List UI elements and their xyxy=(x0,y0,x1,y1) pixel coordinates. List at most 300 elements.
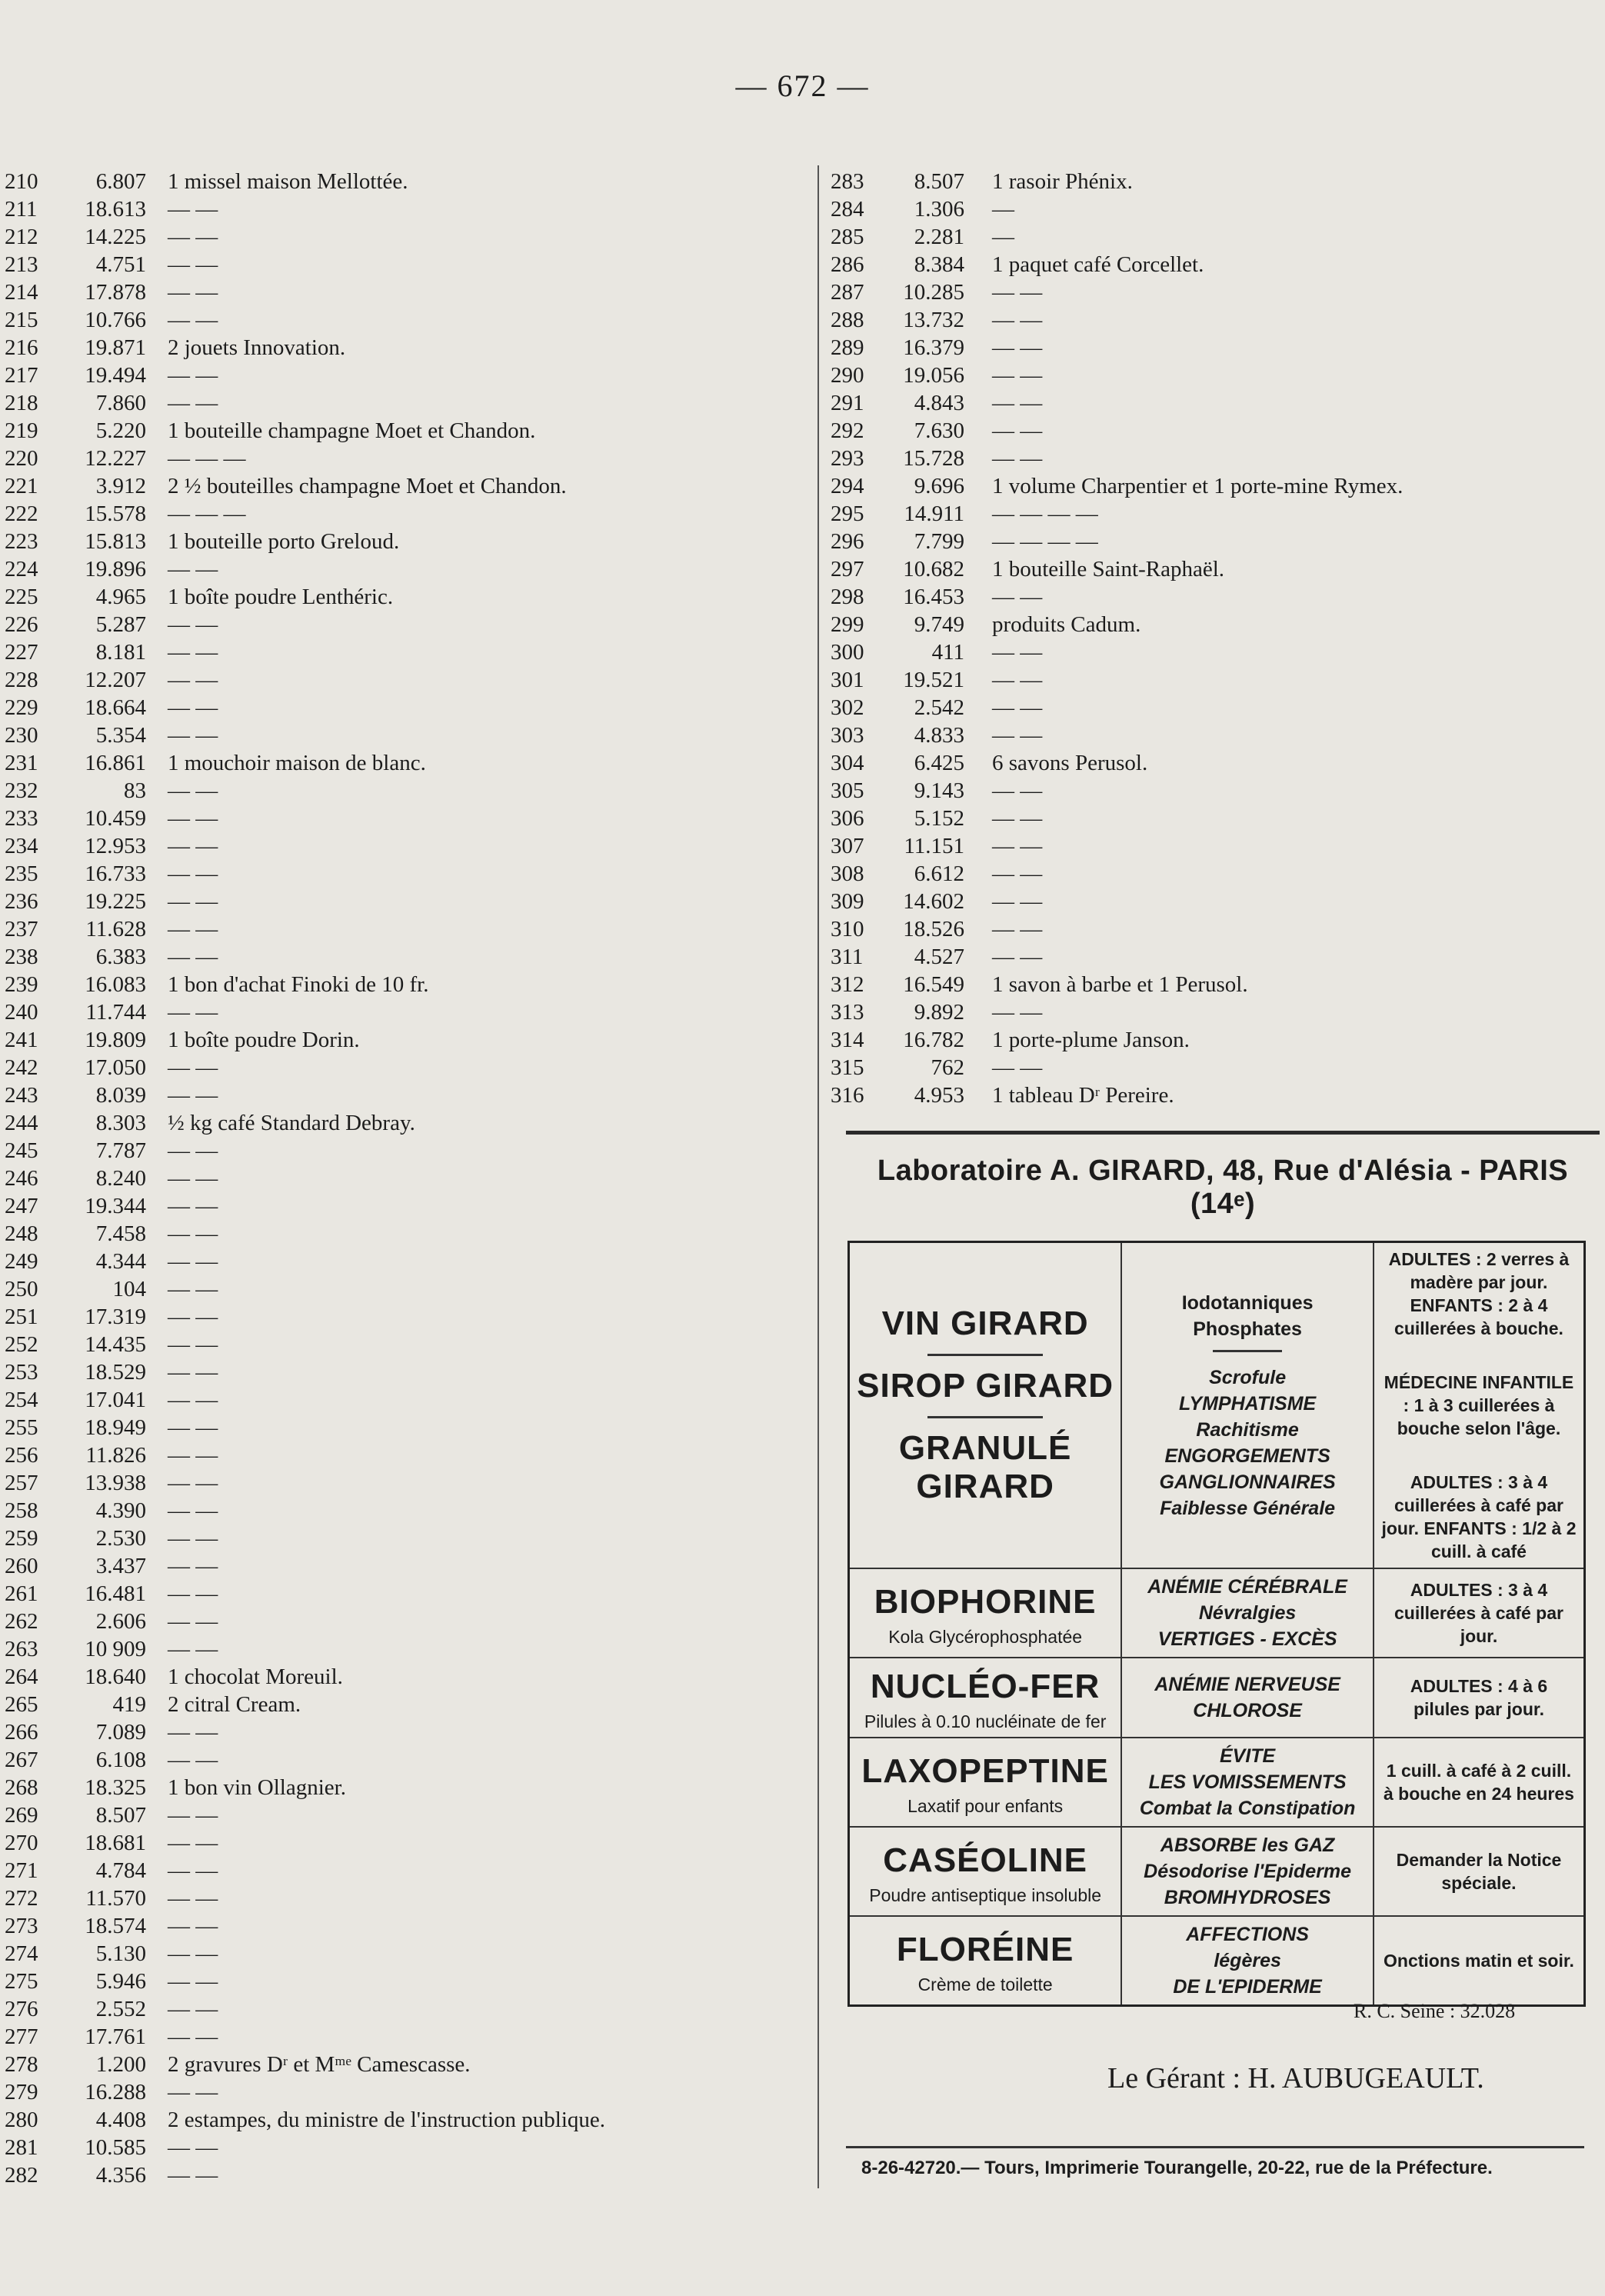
lot-row xyxy=(5,2051,804,2078)
winning-ticket: 419 xyxy=(112,1692,146,1717)
prize-description: — — xyxy=(168,1858,218,1883)
ad-row xyxy=(849,1916,1585,2006)
lot-row xyxy=(5,223,804,251)
prize-description: — — xyxy=(168,1471,218,1495)
winning-ticket: 6.383 xyxy=(95,945,146,969)
lot-row xyxy=(5,694,804,721)
product-subtitle: Poudre antiseptique insoluble xyxy=(869,1885,1102,1905)
lot-list-left xyxy=(5,168,804,2189)
lot-row xyxy=(831,971,1600,998)
lot-number: 271 xyxy=(5,1858,38,1883)
lot-number: 286 xyxy=(831,252,864,277)
winning-ticket: 6.612 xyxy=(914,861,964,886)
lot-number: 250 xyxy=(5,1277,38,1301)
winning-ticket: 18.526 xyxy=(903,917,964,941)
winning-ticket: 18.529 xyxy=(85,1360,146,1385)
winning-ticket: 10.682 xyxy=(903,557,964,581)
product-cell xyxy=(849,1827,1122,1916)
prize-description: produits Cadum. xyxy=(992,612,1141,637)
lot-row xyxy=(5,1220,804,1248)
prize-description: — — xyxy=(992,446,1043,471)
dosage-text: ADULTES : 4 à 6 pilules par jour. xyxy=(1410,1676,1548,1719)
winning-ticket: 11.570 xyxy=(85,1886,146,1911)
winning-ticket: 10 909 xyxy=(85,1637,146,1661)
lot-number: 292 xyxy=(831,418,864,443)
winning-ticket: 10.285 xyxy=(903,280,964,305)
winning-ticket: 8.507 xyxy=(95,1803,146,1828)
winning-ticket: 19.521 xyxy=(903,668,964,692)
winning-ticket: 9.892 xyxy=(914,1000,964,1025)
lot-number: 220 xyxy=(5,446,38,471)
lot-row xyxy=(5,1608,804,1635)
lot-number: 295 xyxy=(831,502,864,526)
winning-ticket: 6.425 xyxy=(914,751,964,775)
prize-description: — — xyxy=(168,2024,218,2049)
prize-description: — — xyxy=(168,1166,218,1191)
lot-row xyxy=(5,1774,804,1801)
lot-number: 304 xyxy=(831,751,864,775)
prize-description: — — xyxy=(168,1360,218,1385)
lot-number: 272 xyxy=(5,1886,38,1911)
winning-ticket: 9.749 xyxy=(914,612,964,637)
prize-description: 1 mouchoir maison de blanc. xyxy=(168,751,426,775)
lot-row xyxy=(5,1718,804,1746)
prize-description: — — xyxy=(168,1941,218,1966)
winning-ticket: 10.459 xyxy=(85,806,146,831)
prize-description: 1 boîte poudre Lenthéric. xyxy=(168,585,394,609)
lot-number: 223 xyxy=(5,529,38,554)
dosage-text: ADULTES : 2 verres à madère par jour. ENFANTS : 2 à 4 cuillerées à bouche. xyxy=(1388,1249,1570,1338)
winning-ticket: 411 xyxy=(931,640,964,665)
indication-text: ANÉMIE CÉRÉBRALE Névralgies VERTIGES - EXCÈS xyxy=(1147,1576,1347,1650)
lot-row xyxy=(5,1081,804,1109)
prize-description: — — xyxy=(992,778,1043,803)
lot-number: 232 xyxy=(5,778,38,803)
lot-number: 247 xyxy=(5,1194,38,1218)
lot-row xyxy=(5,1192,804,1220)
lot-number: 212 xyxy=(5,225,38,249)
product-cell xyxy=(849,1568,1122,1658)
product-separator xyxy=(927,1354,1043,1356)
prize-description: — — xyxy=(168,640,218,665)
lot-row xyxy=(5,500,804,528)
lot-number: 239 xyxy=(5,972,38,997)
lot-row xyxy=(831,915,1600,943)
prize-description: — — xyxy=(168,861,218,886)
winning-ticket: 19.344 xyxy=(85,1194,146,1218)
winning-ticket: 1.200 xyxy=(95,2052,146,2077)
lot-number: 237 xyxy=(5,917,38,941)
winning-ticket: 15.813 xyxy=(85,529,146,554)
prize-description: — — xyxy=(168,2135,218,2160)
lot-row xyxy=(831,417,1600,445)
prize-description: — — xyxy=(168,197,218,222)
winning-ticket: 18.325 xyxy=(85,1775,146,1800)
lot-number: 233 xyxy=(5,806,38,831)
winning-ticket: 7.799 xyxy=(914,529,964,554)
lot-number: 252 xyxy=(5,1332,38,1357)
prize-description: 2 ½ bouteilles champagne Moet et Chandon. xyxy=(168,474,567,498)
lot-number: 248 xyxy=(5,1221,38,1246)
winning-ticket: 4.965 xyxy=(95,585,146,609)
lot-number: 234 xyxy=(5,834,38,858)
winning-ticket: 12.207 xyxy=(85,668,146,692)
lot-row xyxy=(5,1884,804,1912)
lot-row xyxy=(5,1469,804,1497)
lot-row xyxy=(5,1137,804,1165)
page-number: — 672 — xyxy=(735,68,870,103)
winning-ticket: 4.953 xyxy=(914,1083,964,1108)
printer-imprint: 8-26-42720.— Tours, Imprimerie Tourangelle, 20-22, rue de la Préfecture. xyxy=(861,2158,1493,2178)
prize-description: — — xyxy=(168,917,218,941)
lot-row xyxy=(831,1054,1600,1081)
lot-number: 240 xyxy=(5,1000,38,1025)
lot-number: 275 xyxy=(5,1969,38,1994)
rc-registration: R. C. Seine : 32.028 xyxy=(1354,2000,1516,2022)
winning-ticket: 17.041 xyxy=(85,1388,146,1412)
winning-ticket: 16.288 xyxy=(85,2080,146,2104)
lot-row xyxy=(5,2106,804,2134)
lot-row xyxy=(5,334,804,362)
prize-description: — — xyxy=(168,1277,218,1301)
lot-row xyxy=(831,998,1600,1026)
winning-ticket: 8.181 xyxy=(95,640,146,665)
winning-ticket: 4.843 xyxy=(914,391,964,415)
indication-text: ABSORBE les GAZ Désodorise l'Epiderme BROMHYDROSES xyxy=(1144,1834,1352,1908)
lot-row xyxy=(5,805,804,832)
winning-ticket: 19.494 xyxy=(85,363,146,388)
winning-ticket: 17.319 xyxy=(85,1305,146,1329)
lot-number: 244 xyxy=(5,1111,38,1135)
lot-row xyxy=(5,1663,804,1691)
lot-row xyxy=(5,666,804,694)
prize-description: — — xyxy=(168,1914,218,1938)
prize-description: — — xyxy=(992,280,1043,305)
lot-row xyxy=(5,1995,804,2023)
winning-ticket: 14.435 xyxy=(85,1332,146,1357)
winning-ticket: 9.696 xyxy=(914,474,964,498)
lot-row xyxy=(5,1497,804,1525)
lot-row xyxy=(831,362,1600,389)
lot-row xyxy=(5,1525,804,1552)
prize-description: — — xyxy=(168,1886,218,1911)
prize-description: — — xyxy=(992,640,1043,665)
indication-cell xyxy=(1121,1568,1374,1658)
lot-number: 228 xyxy=(5,668,38,692)
lot-row xyxy=(5,417,804,445)
lot-row xyxy=(831,943,1600,971)
lot-row xyxy=(831,638,1600,666)
prize-description: 1 missel maison Mellottée. xyxy=(168,169,408,194)
lot-number: 288 xyxy=(831,308,864,332)
lot-row xyxy=(5,611,804,638)
product-name: GRANULÉ GIRARD xyxy=(898,1429,1072,1505)
prize-description: — — xyxy=(168,612,218,637)
prize-description: 1 tableau Dʳ Pereire. xyxy=(992,1083,1174,1108)
lot-row xyxy=(831,168,1600,195)
winning-ticket: 14.225 xyxy=(85,225,146,249)
prize-description: — — xyxy=(992,861,1043,886)
lot-number: 303 xyxy=(831,723,864,748)
prize-description: 1 bouteille porto Greloud. xyxy=(168,529,400,554)
lot-row xyxy=(5,1968,804,1995)
lot-row xyxy=(831,583,1600,611)
lot-row xyxy=(5,1635,804,1663)
indication-cell xyxy=(1121,1827,1374,1916)
lot-number: 246 xyxy=(5,1166,38,1191)
prize-description: — — xyxy=(168,1997,218,2021)
product-subtitle: Kola Glycérophosphatée xyxy=(888,1627,1083,1647)
dosage-cell xyxy=(1374,1658,1585,1738)
winning-ticket: 83 xyxy=(124,778,146,803)
winning-ticket: 7.787 xyxy=(95,1138,146,1163)
winning-ticket: 4.751 xyxy=(95,252,146,277)
ad-top-rule xyxy=(846,1131,1600,1135)
prize-description: — — xyxy=(168,889,218,914)
lot-row xyxy=(5,721,804,749)
lot-row xyxy=(831,472,1600,500)
lot-number: 236 xyxy=(5,889,38,914)
winning-ticket: 2.606 xyxy=(95,1609,146,1634)
winning-ticket: 9.143 xyxy=(914,778,964,803)
winning-ticket: 8.384 xyxy=(914,252,964,277)
lot-number: 254 xyxy=(5,1388,38,1412)
lot-number: 256 xyxy=(5,1443,38,1468)
winning-ticket: 3.912 xyxy=(95,474,146,498)
lot-row xyxy=(5,1829,804,1857)
winning-ticket: 16.733 xyxy=(85,861,146,886)
prize-description: — — xyxy=(168,557,218,581)
winning-ticket: 11.628 xyxy=(85,917,146,941)
lot-row xyxy=(831,888,1600,915)
lot-number: 249 xyxy=(5,1249,38,1274)
winning-ticket: 4.344 xyxy=(95,1249,146,1274)
lot-row xyxy=(831,1081,1600,1109)
lot-row xyxy=(5,278,804,306)
prize-description: — — xyxy=(992,308,1043,332)
prize-description: — — xyxy=(168,1581,218,1606)
dosage-text: Demander la Notice spéciale. xyxy=(1396,1850,1562,1893)
lot-row xyxy=(5,832,804,860)
lot-row xyxy=(831,777,1600,805)
lot-number: 262 xyxy=(5,1609,38,1634)
winning-ticket: 19.809 xyxy=(85,1028,146,1052)
prize-description: — — — xyxy=(168,502,246,526)
footer-rule xyxy=(846,2146,1584,2148)
lot-row xyxy=(5,888,804,915)
lot-number: 265 xyxy=(5,1692,38,1717)
prize-description: — — xyxy=(168,695,218,720)
lot-row xyxy=(831,694,1600,721)
lot-row xyxy=(831,223,1600,251)
prize-description: — — xyxy=(992,1000,1043,1025)
prize-description: 2 gravures Dʳ et Mᵐᵉ Camescasse. xyxy=(168,2052,471,2077)
lot-number: 314 xyxy=(831,1028,864,1052)
lot-row xyxy=(831,251,1600,278)
prize-description: — — xyxy=(992,917,1043,941)
lot-row xyxy=(831,860,1600,888)
winning-ticket: 18.949 xyxy=(85,1415,146,1440)
lot-row xyxy=(5,777,804,805)
lot-row xyxy=(5,1054,804,1081)
prize-description: — — xyxy=(168,308,218,332)
lot-number: 267 xyxy=(5,1748,38,1772)
lot-number: 215 xyxy=(5,308,38,332)
lot-row xyxy=(5,749,804,777)
winning-ticket: 14.911 xyxy=(904,502,964,526)
lot-row xyxy=(5,528,804,555)
lot-row xyxy=(831,500,1600,528)
lot-number: 298 xyxy=(831,585,864,609)
lot-row xyxy=(5,1940,804,1968)
winning-ticket: 18.681 xyxy=(85,1831,146,1855)
lot-number: 214 xyxy=(5,280,38,305)
prize-description: — — xyxy=(168,806,218,831)
lot-number: 242 xyxy=(5,1055,38,1080)
winning-ticket: 10.766 xyxy=(85,308,146,332)
dosage-text: Onctions matin et soir. xyxy=(1384,1951,1574,1971)
product-name: FLORÉINE xyxy=(896,1931,1074,1968)
lot-number: 294 xyxy=(831,474,864,498)
lot-number: 225 xyxy=(5,585,38,609)
winning-ticket: 17.050 xyxy=(85,1055,146,1080)
ad-row xyxy=(849,1827,1585,1916)
lot-row xyxy=(5,1857,804,1884)
winning-ticket: 11.826 xyxy=(85,1443,146,1468)
lot-list-right xyxy=(831,168,1600,1109)
lot-number: 235 xyxy=(5,861,38,886)
indication-cell xyxy=(1121,1658,1374,1738)
winning-ticket: 16.782 xyxy=(903,1028,964,1052)
winning-ticket: 4.833 xyxy=(914,723,964,748)
lot-row xyxy=(5,306,804,334)
winning-ticket: 4.408 xyxy=(95,2108,146,2132)
indication-text: Scrofule LYMPHATISME Rachitisme ENGORGEMENTS GANGLIONNAIRES Faiblesse Générale xyxy=(1159,1366,1336,1519)
winning-ticket: 5.130 xyxy=(95,1941,146,1966)
lot-row xyxy=(5,915,804,943)
lot-number: 316 xyxy=(831,1083,864,1108)
prize-description: 1 savon à barbe et 1 Perusol. xyxy=(992,972,1248,997)
ad-row xyxy=(849,1568,1585,1658)
winning-ticket: 8.039 xyxy=(95,1083,146,1108)
lot-row xyxy=(5,1414,804,1441)
lot-number: 266 xyxy=(5,1720,38,1744)
winning-ticket: 4.390 xyxy=(95,1498,146,1523)
indication-cell xyxy=(1121,1738,1374,1827)
lot-number: 251 xyxy=(5,1305,38,1329)
prize-description: — — xyxy=(168,1554,218,1578)
product-name: BIOPHORINE xyxy=(874,1583,1097,1621)
product-cell xyxy=(849,1658,1122,1738)
winning-ticket: 16.481 xyxy=(85,1581,146,1606)
lot-row xyxy=(5,472,804,500)
prize-description: 1 bouteille Saint-Raphaël. xyxy=(992,557,1225,581)
prize-description: — — xyxy=(168,1969,218,1994)
lot-number: 291 xyxy=(831,391,864,415)
lot-row xyxy=(5,943,804,971)
lot-number: 216 xyxy=(5,335,38,360)
winning-ticket: 4.527 xyxy=(914,945,964,969)
ad-row xyxy=(849,1738,1585,1827)
lot-number: 278 xyxy=(5,2052,38,2077)
product-subtitle: Crème de toilette xyxy=(917,1974,1053,1994)
lot-row xyxy=(5,445,804,472)
lot-number: 287 xyxy=(831,280,864,305)
winning-ticket: 5.152 xyxy=(914,806,964,831)
lot-row xyxy=(831,389,1600,417)
lot-number: 213 xyxy=(5,252,38,277)
prize-description: — — xyxy=(168,1305,218,1329)
lot-number: 257 xyxy=(5,1471,38,1495)
prize-description: 1 paquet café Corcellet. xyxy=(992,252,1204,277)
lot-row xyxy=(5,1691,804,1718)
prize-description: — xyxy=(992,197,1014,222)
product-subtitle: Laxatif pour enfants xyxy=(907,1796,1064,1816)
lot-row xyxy=(5,1165,804,1192)
lot-number: 299 xyxy=(831,612,864,637)
prize-description: — — xyxy=(168,1637,218,1661)
prize-description: — — — — xyxy=(992,502,1098,526)
lot-row xyxy=(5,2023,804,2051)
prize-description: — — xyxy=(168,668,218,692)
column-divider xyxy=(817,165,819,2188)
winning-ticket: 11.744 xyxy=(85,1000,146,1025)
lot-number: 241 xyxy=(5,1028,38,1052)
prize-description: — — xyxy=(168,1803,218,1828)
prize-description: — — xyxy=(992,668,1043,692)
lot-number: 211 xyxy=(5,197,38,222)
lot-row xyxy=(831,1026,1600,1054)
lot-number: 245 xyxy=(5,1138,38,1163)
lot-number: 301 xyxy=(831,668,864,692)
winning-ticket: 5.220 xyxy=(95,418,146,443)
winning-ticket: 18.574 xyxy=(85,1914,146,1938)
lot-number: 269 xyxy=(5,1803,38,1828)
lot-row xyxy=(5,555,804,583)
lot-number: 285 xyxy=(831,225,864,249)
lot-row xyxy=(5,2134,804,2161)
lot-row xyxy=(5,998,804,1026)
prize-description: 1 chocolat Moreuil. xyxy=(168,1665,343,1689)
lot-row xyxy=(831,278,1600,306)
lot-row xyxy=(5,1358,804,1386)
ad-title: Laboratoire A. GIRARD, 48, Rue d'Alésia - PARIS (14ᵉ) xyxy=(877,1155,1569,1220)
lot-number: 293 xyxy=(831,446,864,471)
lot-row xyxy=(5,1248,804,1275)
indication-cell xyxy=(1121,1916,1374,2006)
winning-ticket: 16.549 xyxy=(903,972,964,997)
prize-description: — — xyxy=(992,1055,1043,1080)
lot-number: 302 xyxy=(831,695,864,720)
winning-ticket: 7.630 xyxy=(914,418,964,443)
winning-ticket: 12.227 xyxy=(85,446,146,471)
lot-row xyxy=(5,1441,804,1469)
lot-number: 305 xyxy=(831,778,864,803)
winning-ticket: 4.784 xyxy=(95,1858,146,1883)
prize-description: — — xyxy=(168,1609,218,1634)
lot-number: 222 xyxy=(5,502,38,526)
prize-description: — — xyxy=(168,1221,218,1246)
winning-ticket: 14.602 xyxy=(903,889,964,914)
prize-description: — — xyxy=(168,1498,218,1523)
lot-number: 270 xyxy=(5,1831,38,1855)
product-cell xyxy=(849,1916,1122,2006)
prize-description: — — xyxy=(168,1000,218,1025)
winning-ticket: 13.938 xyxy=(85,1471,146,1495)
winning-ticket: 17.878 xyxy=(85,280,146,305)
lot-row xyxy=(5,2161,804,2189)
lot-number: 315 xyxy=(831,1055,864,1080)
